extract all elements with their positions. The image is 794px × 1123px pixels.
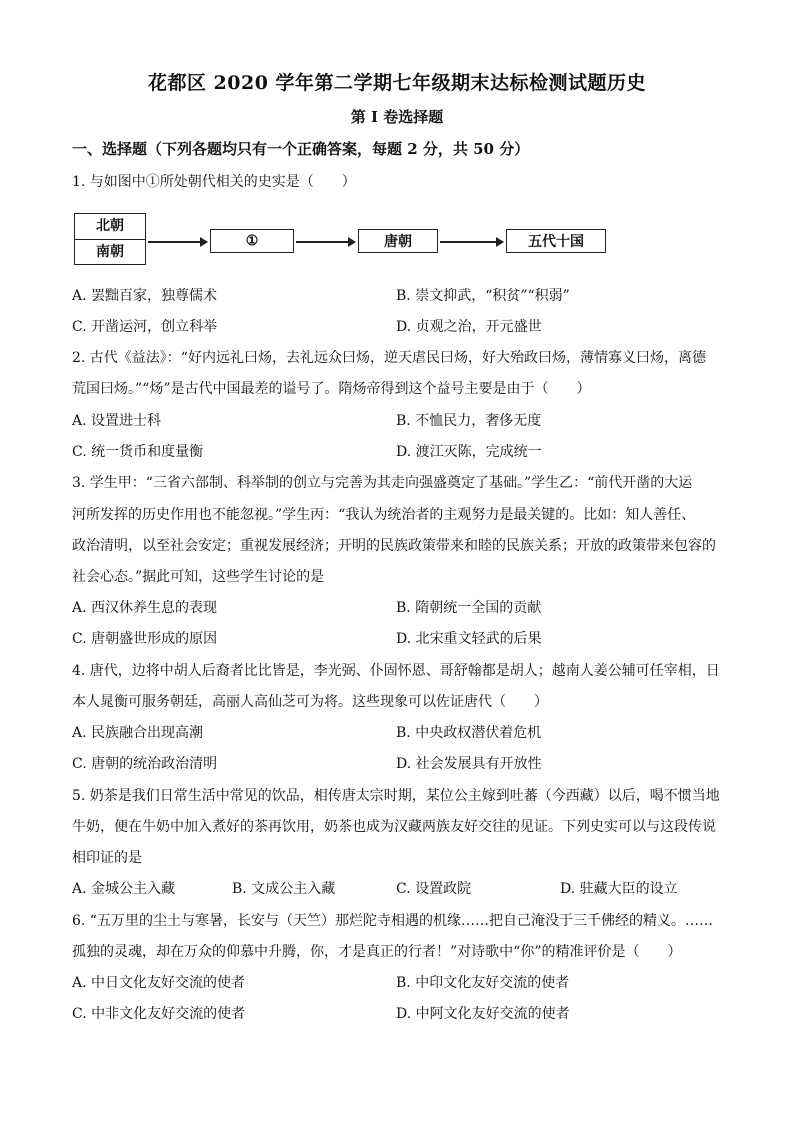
q1-option-d: D. 贞观之治，开元盛世 bbox=[396, 319, 542, 335]
q5-option-b: B. 文成公主入藏 bbox=[232, 881, 336, 897]
q5-option-a: A. 金城公主入藏 bbox=[72, 881, 176, 897]
q3-option-c: C. 唐朝盛世形成的原因 bbox=[72, 631, 218, 647]
q2-option-a: A. 设置进士科 bbox=[72, 413, 162, 429]
q4-option-d: D. 社会发展具有开放性 bbox=[396, 756, 542, 772]
q1-option-c: C. 开凿运河，创立科举 bbox=[72, 319, 218, 335]
diagram-label-north: 北朝 bbox=[75, 214, 145, 240]
exam-subtitle: 第 I 卷选择题 bbox=[350, 108, 444, 126]
q2-stem-line1: 2. 古代《益法》：“好内远礼曰炀，去礼远众曰炀，逆天虐民曰炀，好大殆政曰炀，薄情寡义曰炀，离德 bbox=[72, 350, 706, 366]
diagram-arrow-2 bbox=[296, 241, 354, 243]
q3-option-d: D. 北宋重文轻武的后果 bbox=[396, 631, 542, 647]
q3-stem-line1: 3. 学生甲：“三省六部制、科举制的创立与完善为其走向强盛奠定了基础。”学生乙：“前代开凿的大运 bbox=[72, 475, 693, 491]
exam-title: 花都区 2020 学年第二学期七年级期末达标检测试题历史 bbox=[147, 72, 647, 94]
q1-stem: 1. 与如图中①所处朝代相关的史实是（ ） bbox=[72, 174, 356, 190]
q5-option-c: C. 设置政院 bbox=[396, 881, 472, 897]
q3-stem-line2: 河所发挥的历史作用也不能忽视。”学生丙：“我认为统治者的主观努力是最关键的。比如：知人善任、 bbox=[72, 507, 696, 523]
q5-stem-line1: 5. 奶茶是我们日常生活中常见的饮品，相传唐太宗时期，某位公主嫁到吐蕃（今西藏）以后，喝不惯当地 bbox=[72, 788, 720, 804]
q2-option-c: C. 统一货币和度量衡 bbox=[72, 444, 204, 460]
q2-option-d: D. 渡江灭陈，完成统一 bbox=[396, 444, 542, 460]
q5-option-d: D. 驻藏大臣的设立 bbox=[560, 881, 678, 897]
q6-option-b: B. 中印文化友好交流的使者 bbox=[396, 975, 570, 991]
section-heading: 一、选择题（下列各题均只有一个正确答案，每题 2 分，共 50 分） bbox=[72, 140, 530, 158]
diagram-box-tang: 唐朝 bbox=[358, 229, 438, 253]
q4-stem-line1: 4. 唐代，边将中胡人后裔者比比皆是，李光弼、仆固怀恩、哥舒翰都是胡人；越南人姜公辅可任宰相，日 bbox=[72, 663, 720, 679]
q6-option-d: D. 中阿文化友好交流的使者 bbox=[396, 1006, 570, 1022]
diagram-arrow-3 bbox=[440, 241, 502, 243]
q3-option-a: A. 西汉休养生息的表现 bbox=[72, 600, 218, 616]
q1-option-b: B. 崇文抑武，“积贫”“积弱” bbox=[396, 288, 570, 304]
q3-stem-line4: 社会心态。”据此可知，这些学生讨论的是 bbox=[72, 569, 325, 585]
q6-option-c: C. 中非文化友好交流的使者 bbox=[72, 1006, 246, 1022]
diagram-arrow-1 bbox=[148, 241, 206, 243]
dynasty-diagram bbox=[74, 213, 614, 267]
q2-stem-line2: 荒国曰炀。”“炀”是古代中国最差的谥号了。隋炀帝得到这个益号主要是由于（ ） bbox=[72, 381, 591, 397]
q4-stem-line2: 本人晁衡可服务朝廷，高丽人高仙芝可为将。这些现象可以佐证唐代（ ） bbox=[72, 694, 548, 710]
q6-stem-line1: 6. “五万里的尘土与寒暑，长安与（天竺）那烂陀寺相遇的机缘……把自己淹没于三千佛经的精义。…… bbox=[72, 913, 713, 929]
diagram-box-north-south bbox=[74, 213, 146, 265]
q1-option-a: A. 罢黜百家，独尊儒术 bbox=[72, 288, 218, 304]
q5-stem-line2: 牛奶，便在牛奶中加入煮好的茶再饮用，奶茶也成为汉藏两族友好交往的见证。下列史实可以与这段传说 bbox=[72, 819, 716, 835]
q5-stem-line3: 相印证的是 bbox=[72, 850, 142, 866]
q3-option-b: B. 隋朝统一全国的贡献 bbox=[396, 600, 542, 616]
diagram-box-1: ① bbox=[210, 229, 294, 253]
q3-stem-line3: 政治清明，以至社会安定；重视发展经济；开明的民族政策带来和睦的民族关系；开放的政策带来包容的 bbox=[72, 538, 716, 554]
q2-option-b: B. 不恤民力，奢侈无度 bbox=[396, 413, 542, 429]
q6-stem-line2: 孤独的灵魂，却在万众的仰慕中升腾，你，才是真正的行者！”对诗歌中“你”的精准评价是（ ） bbox=[72, 944, 682, 960]
q4-option-b: B. 中央政权潜伏着危机 bbox=[396, 725, 542, 741]
q6-option-a: A. 中日文化友好交流的使者 bbox=[72, 975, 246, 991]
diagram-label-south: 南朝 bbox=[96, 243, 124, 260]
q4-option-a: A. 民族融合出现高潮 bbox=[72, 725, 204, 741]
q4-option-c: C. 唐朝的统治政治清明 bbox=[72, 756, 218, 772]
diagram-box-five-dynasties: 五代十国 bbox=[506, 229, 606, 253]
